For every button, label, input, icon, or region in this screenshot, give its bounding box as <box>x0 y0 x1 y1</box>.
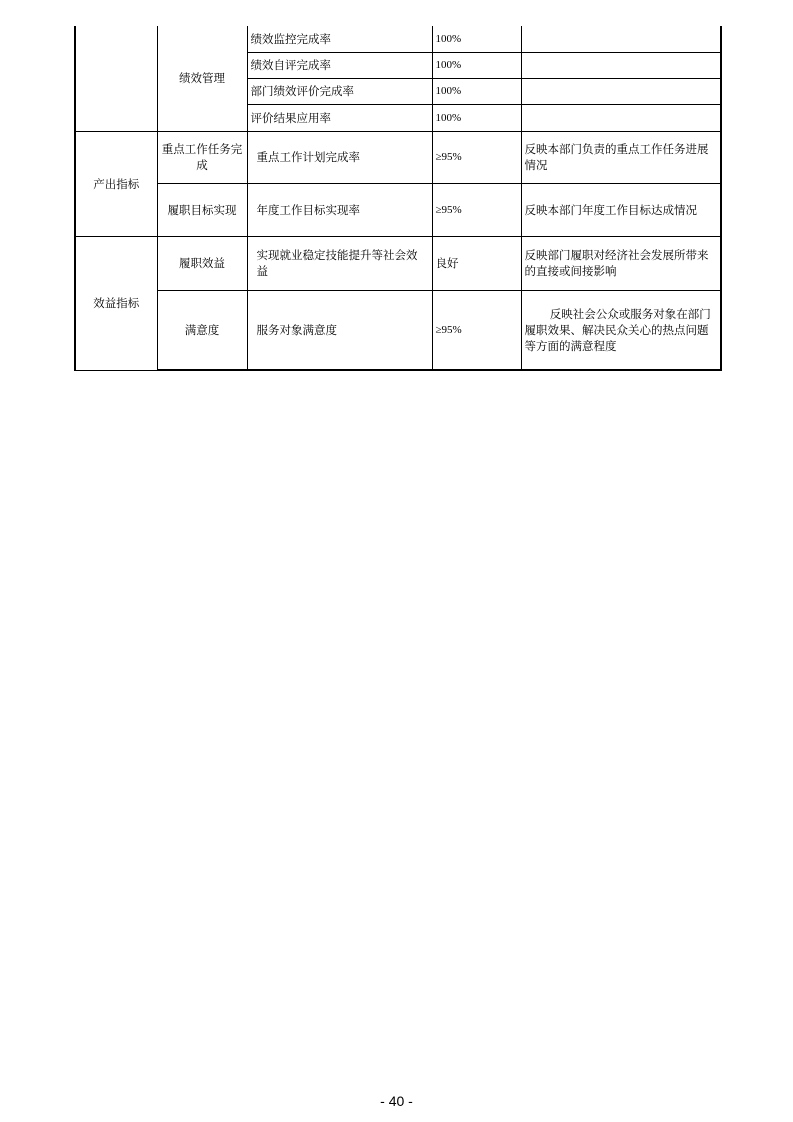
value-cell: 100% <box>432 104 521 131</box>
value-cell: ≥95% <box>432 183 521 236</box>
value-cell: 100% <box>432 78 521 104</box>
indicator-cell: 实现就业稳定技能提升等社会效益 <box>247 236 432 290</box>
indicator-cell: 年度工作目标实现率 <box>247 183 432 236</box>
description-cell <box>521 78 721 104</box>
description-cell: 反映社会公众或服务对象在部门履职效果、解决民众关心的热点问题等方面的满意程度 <box>521 290 721 370</box>
description-cell <box>521 26 721 52</box>
description-cell <box>521 104 721 131</box>
indicator-cell: 绩效监控完成率 <box>247 26 432 52</box>
value-cell: ≥95% <box>432 290 521 370</box>
level2-cell: 绩效管理 <box>157 26 247 131</box>
value-cell: 良好 <box>432 236 521 290</box>
table-row <box>75 290 721 370</box>
level2-cell: 满意度 <box>157 290 247 370</box>
description-cell: 反映部门履职对经济社会发展所带来的直接或间接影响 <box>521 236 721 290</box>
description-cell: 反映本部门负责的重点工作任务进展情况 <box>521 131 721 183</box>
level1-cell-continued <box>75 26 157 131</box>
description-cell: 反映本部门年度工作目标达成情况 <box>521 183 721 236</box>
indicator-cell: 绩效自评完成率 <box>247 52 432 78</box>
table-row <box>75 131 721 183</box>
level2-cell: 履职效益 <box>157 236 247 290</box>
level2-cell: 重点工作任务完成 <box>157 131 247 183</box>
description-cell <box>521 52 721 78</box>
table-row <box>75 183 721 236</box>
level1-cell: 产出指标 <box>75 131 157 236</box>
indicator-cell: 重点工作计划完成率 <box>247 131 432 183</box>
indicator-cell: 部门绩效评价完成率 <box>247 78 432 104</box>
level1-cell: 效益指标 <box>75 236 157 370</box>
value-cell: 100% <box>432 26 521 52</box>
page-number: - 40 - <box>380 1093 413 1109</box>
indicator-cell: 服务对象满意度 <box>247 290 432 370</box>
performance-indicator-table <box>74 26 722 371</box>
table-row <box>75 26 721 52</box>
table-row <box>75 236 721 290</box>
value-cell: 100% <box>432 52 521 78</box>
indicator-cell: 评价结果应用率 <box>247 104 432 131</box>
level2-cell: 履职目标实现 <box>157 183 247 236</box>
value-cell: ≥95% <box>432 131 521 183</box>
